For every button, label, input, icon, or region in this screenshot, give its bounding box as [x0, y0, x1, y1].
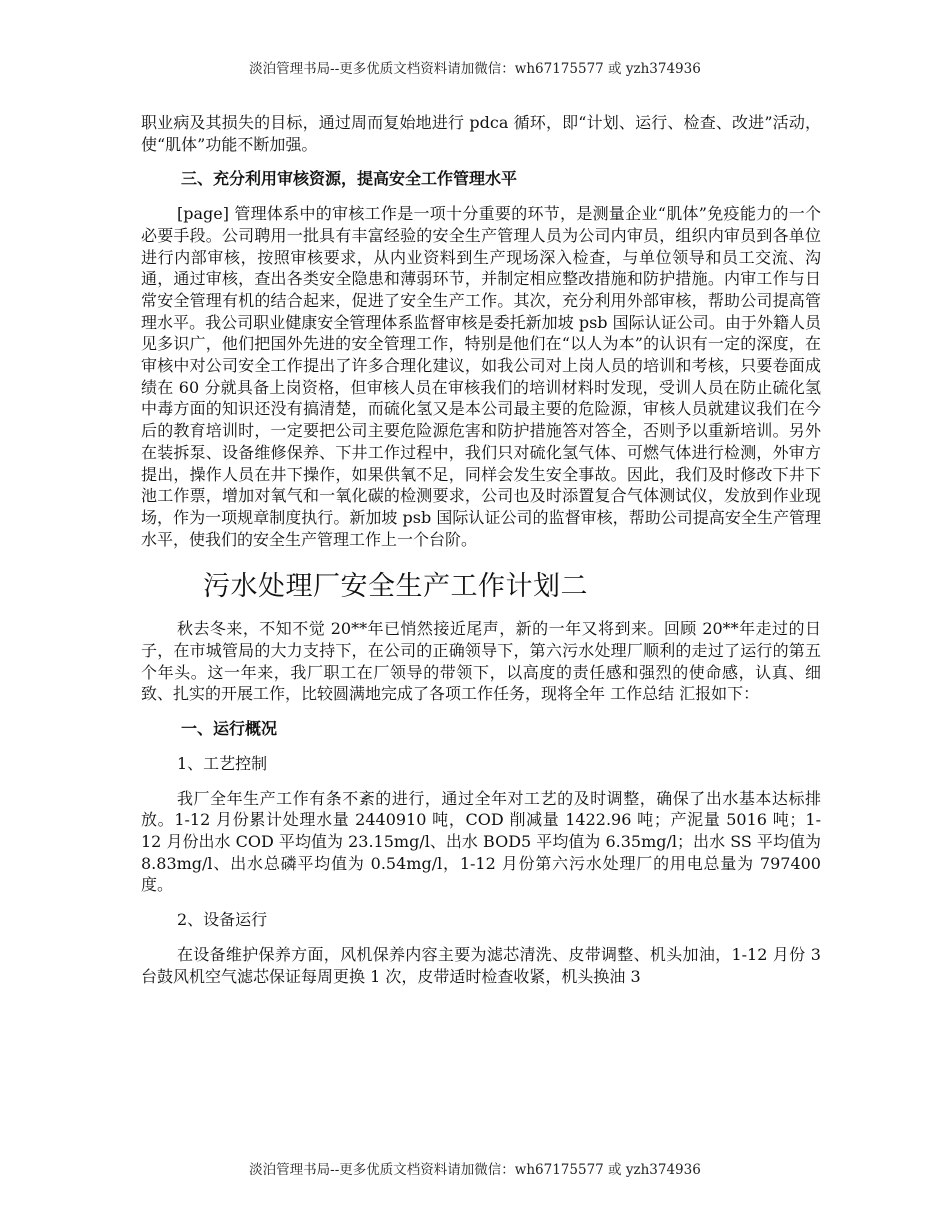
paragraph-intro: 职业病及其损失的目标，通过周而复始地进行 pdca 循环，即“计划、运行、检查、改进”活动，使“肌体”功能不断加强。	[141, 113, 821, 154]
paragraph-equipment: 在设备维护保养方面，风机保养内容主要为滤芯清洗、皮带调整、机头加油，1-12 月份 3 台鼓风机空气滤芯保证每周更换 1 次，皮带适时检查收紧，机头换油 3	[141, 944, 821, 986]
section-heading-audit: 三、充分利用审核资源，提高安全工作管理水平	[181, 169, 518, 189]
document-title-plan-two: 污水处理厂安全生产工作计划二	[203, 571, 588, 603]
section-heading-operation: 一、运行概况	[181, 719, 278, 739]
subheading-equipment: 2、设备运行	[177, 910, 268, 930]
paragraph-process: 我厂全年生产工作有条不紊的进行，通过全年对工艺的及时调整，确保了出水基本达标排放。1-12 月份累计处理水量 2440910 吨，COD 削减量 1422.96 吨；产泥量 5016 吨；1-12 月份出水 COD 平均值为 23.15mg/l、出水 BOD5 平均值为 6.35mg/l；出水 SS 平均值为 8.83mg/l、出水总磷平均值为 0.54mg/l，1-12 月份第六污水处理厂的用电总量为 797400 度。	[141, 788, 821, 895]
page-footer: 淡泊管理书局--更多优质文档资料请加微信：wh67175577 或 yzh374936	[249, 1162, 701, 1178]
subheading-process-control: 1、工艺控制	[177, 753, 268, 773]
page-header: 淡泊管理书局--更多优质文档资料请加微信：wh67175577 或 yzh374936	[249, 61, 701, 77]
paragraph-opening: 秋去冬来，不知不觉 20**年已悄然接近尾声，新的一年又将到来。回顾 20**年走过的日子，在市城管局的大力支持下，在公司的正确领导下，第六污水处理厂顺利的走过了运行的第五个年头。这一年来，我厂职工在厂领导的带领下，以高度的责任感和强烈的使命感，认真、细致、扎实的开展工作，比较圆满地完成了各项工作任务，现将全年 工作总结 汇报如下：	[141, 619, 821, 704]
paragraph-audit: [page] 管理体系中的审核工作是一项十分重要的环节，是测量企业“肌体”免疫能力的一个必要手段。公司聘用一批具有丰富经验的安全生产管理人员为公司内审员，组织内审员到各单位进行内部审核，按照审核要求，从内业资料到生产现场深入检查，与单位领导和员工交流、沟通，通过审核，查出各类安全隐患和薄弱环节，并制定相应整改措施和防护措施。内审工作与日常安全管理有机的结合起来，促进了安全生产工作。其次，充分利用外部审核，帮助公司提高管理水平。我公司职业健康安全管理体系监督审核是委托新加坡 psb 国际认证公司。由于外籍人员见多识广，他们把国外先进的安全管理工作，特别是他们在“以人为本”的认识有一定的深度，在审核中对公司安全工作提出了许多合理化建议，如我公司对上岗人员的培训和考核，只要卷面成绩在 60 分就具备上岗资格，但审核人员在审核我们的培训材料时发现，受训人员在防止硫化氢中毒方面的知识还没有搞清楚，而硫化氢又是本公司最主要的危险源，审核人员就建议我们在今后的教育培训时，一定要把公司主要危险源危害和防护措施答对答全，否则予以重新培训。另外在装拆泵、设备维修保养、下井工作过程中，我们只对硫化氢气体、可燃气体进行检测，外审方提出，操作人员在井下操作，如果供氧不足，同样会发生安全事故。因此，我们及时修改下井下池工作票，增加对氧气和一氧化碳的检测要求，公司也及时添置复合气体测试仪，发放到作业现场，作为一项规章制度执行。新加坡 psb 国际认证公司的监督审核，帮助公司提高安全生产管理水平，使我们的安全生产管理工作上一个台阶。	[141, 204, 821, 549]
document-body	[141, 112, 821, 987]
